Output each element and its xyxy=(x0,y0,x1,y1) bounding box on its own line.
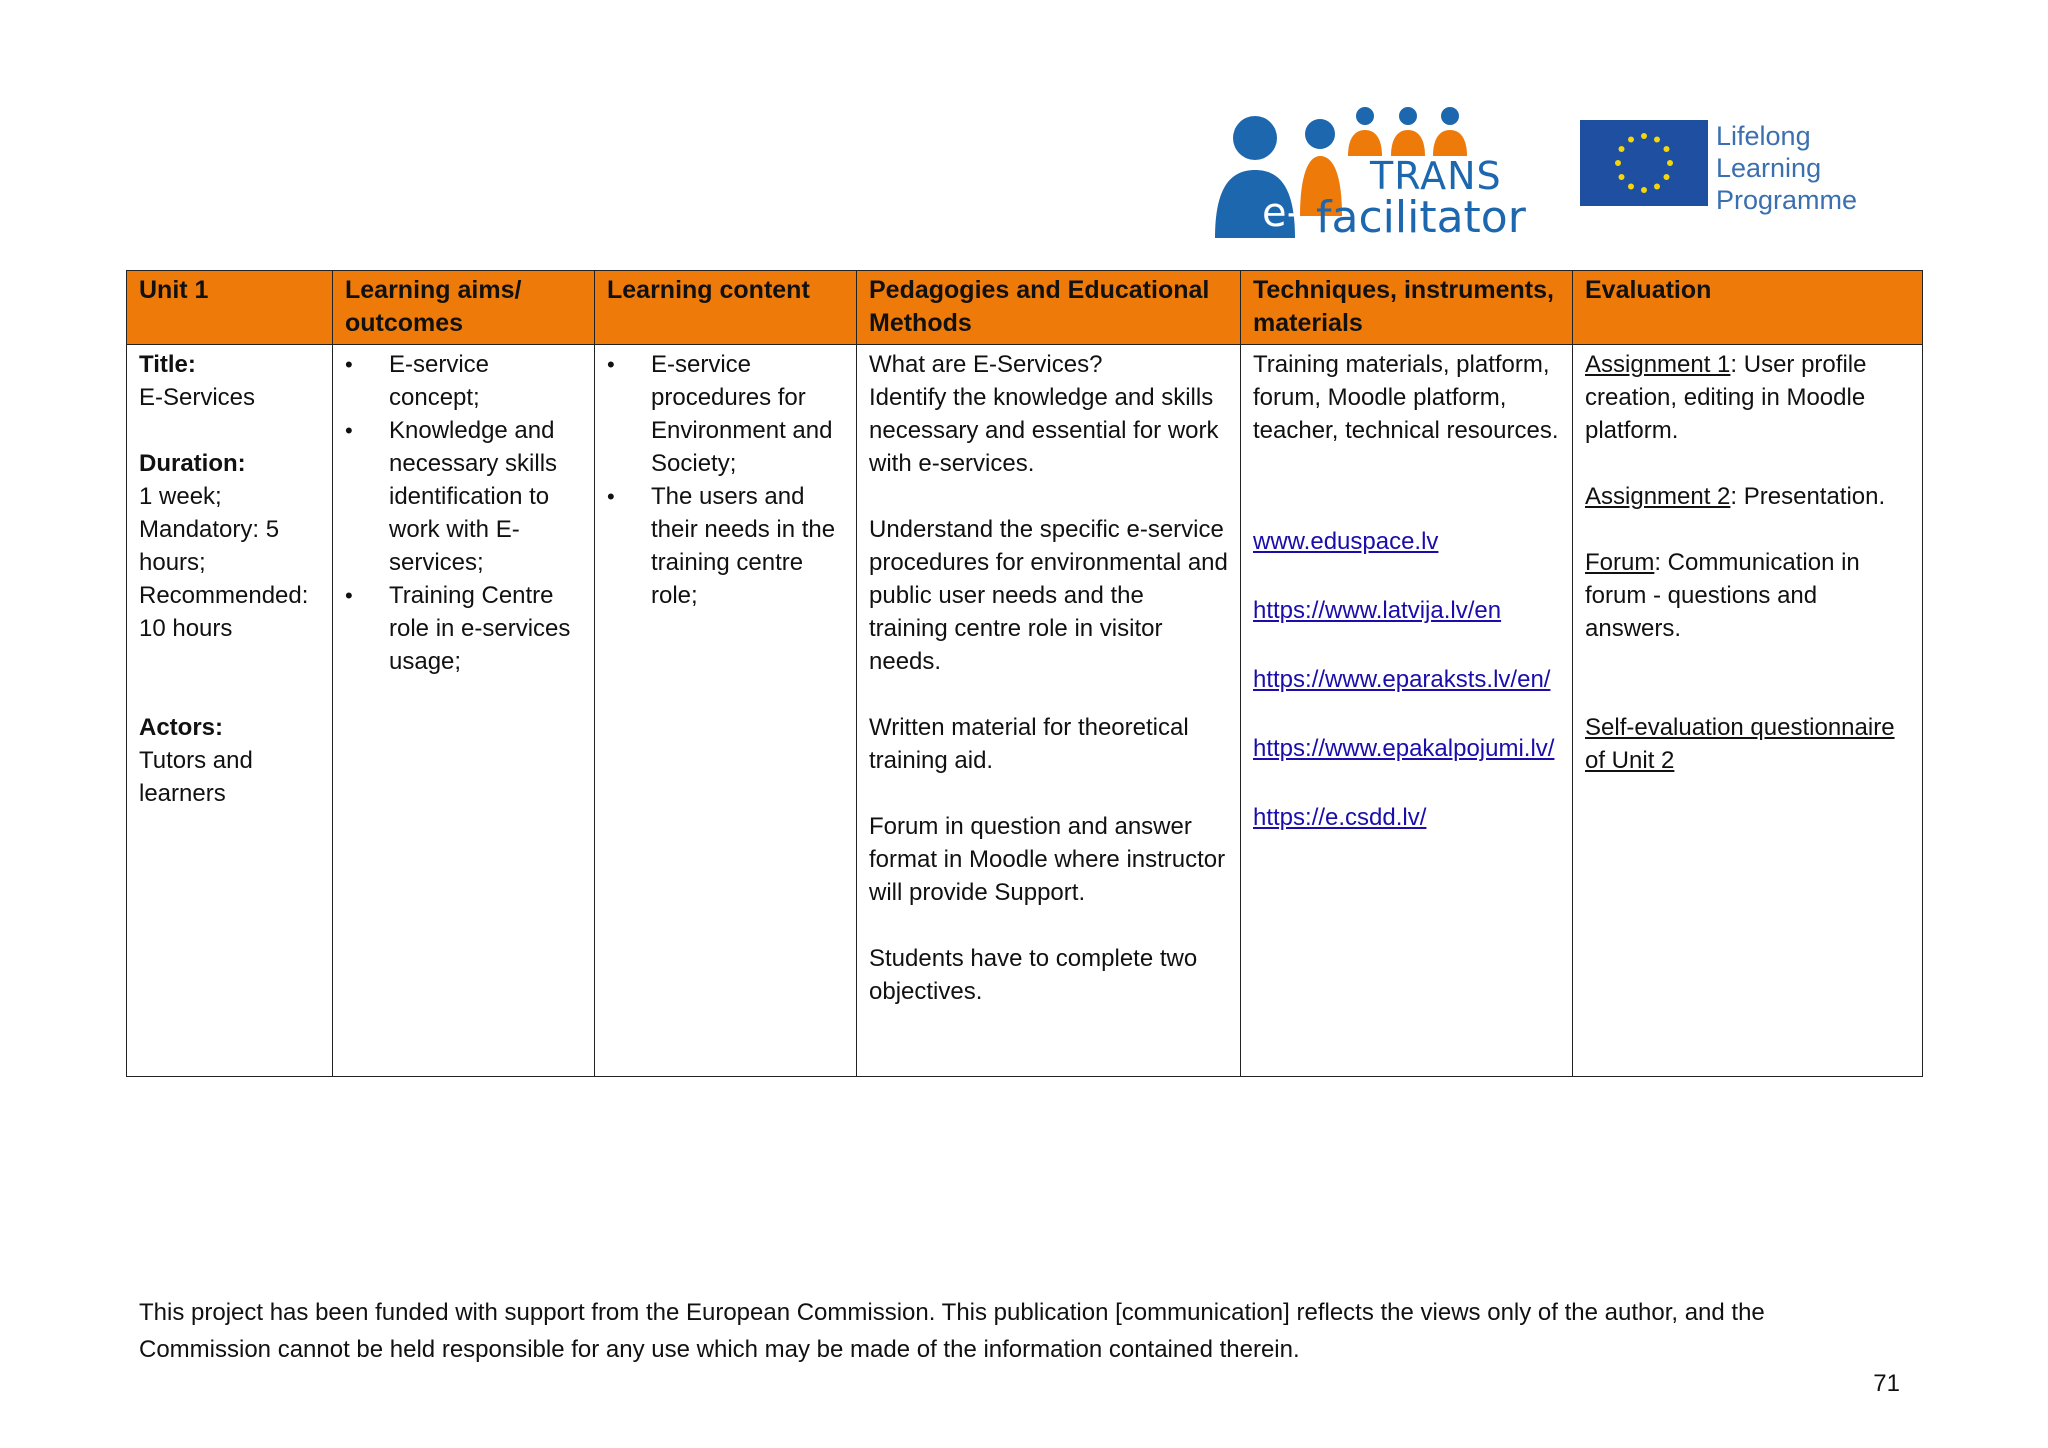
aims-list xyxy=(345,348,582,678)
table-header-row xyxy=(127,271,1923,345)
assignment-2-text: : Presentation. xyxy=(1730,483,1886,510)
eu-line-2: Learning xyxy=(1716,153,1822,183)
learning-content-cell xyxy=(595,345,857,1077)
eu-line-3: Programme xyxy=(1716,185,1858,215)
eu-line-1: Lifelong xyxy=(1716,121,1811,151)
learning-aims-cell xyxy=(333,345,595,1077)
title-label: Title: xyxy=(139,351,196,378)
link-epakalpojumi[interactable]: https://www.epakalpojumi.lv/ xyxy=(1253,735,1555,762)
list-item: • The users and their needs in the training centre role; xyxy=(651,480,844,612)
pedagogy-p1: What are E-Services? xyxy=(869,351,1103,378)
list-item: • E-service procedures for Environment and Society; xyxy=(651,348,844,480)
pedagogy-p2: Identify the knowledge and skills necessary and essential for work with e-services. xyxy=(869,384,1219,477)
trans-logo-word: TRANS xyxy=(1370,154,1502,198)
list-item: • Knowledge and necessary skills identification to work with E-services; xyxy=(389,414,582,579)
duration-label: Duration: xyxy=(139,450,246,477)
list-item: • E-service concept; xyxy=(389,348,582,414)
actors-value: Tutors and learners xyxy=(139,747,253,807)
assignment-1-text: : User profile creation, editing in Moodle platform. xyxy=(1585,351,1867,444)
pedagogy-p5: Forum in question and answer format in Moodle where instructor will provide Support. xyxy=(869,813,1226,906)
forum-item xyxy=(1585,546,1910,645)
pedagogy-p4: Written material for theoretical training aid. xyxy=(869,714,1189,774)
duration-line-2: Mandatory: 5 hours; xyxy=(139,516,280,576)
title-value: E-Services xyxy=(139,384,256,411)
list-item: • Training Centre role in e-services usage; xyxy=(389,579,582,678)
assignment-1 xyxy=(1585,348,1910,447)
resource-links xyxy=(1253,525,1560,834)
trans-logo-facilitator: facilitator xyxy=(1316,192,1526,243)
trans-e-facilitator-logo xyxy=(1210,98,1526,248)
unit-info-cell xyxy=(127,345,333,1077)
link-eduspace[interactable]: www.eduspace.lv xyxy=(1253,528,1439,555)
evaluation-cell xyxy=(1573,345,1923,1077)
techniques-cell xyxy=(1241,345,1573,1077)
pedagogy-p6: Students have to complete two objectives. xyxy=(869,945,1198,1005)
header-evaluation: Evaluation xyxy=(1573,271,1923,345)
header-unit: Unit 1 xyxy=(127,271,333,345)
funding-disclaimer: This project has been funded with support from the European Commission. This publication [communication] reflects the views only of the author, and the Commission cannot be held responsible for any use which may be made of the information contained therein. xyxy=(139,1299,1765,1363)
assignment-2 xyxy=(1585,480,1910,513)
techniques-materials: Training materials, platform, forum, Moodle platform, teacher, technical resources. xyxy=(1253,351,1559,444)
link-latvija[interactable]: https://www.latvija.lv/en xyxy=(1253,597,1502,624)
lifelong-learning-text xyxy=(1716,120,1857,216)
header-logos xyxy=(1210,98,1890,248)
table-row xyxy=(127,345,1923,1077)
actors-label: Actors: xyxy=(139,714,224,741)
self-evaluation-link: Self-evaluation questionnaire of Unit 2 xyxy=(1585,714,1895,774)
content-list xyxy=(607,348,844,612)
pedagogy-p3: Understand the specific e-service procedures for environmental and public user needs and the training centre role in visitor needs. xyxy=(869,516,1228,675)
duration-line-1: 1 week; xyxy=(139,483,222,510)
header-pedagogies: Pedagogies and Educational Methods xyxy=(857,271,1241,345)
duration-line-3: Recommended: 10 hours xyxy=(139,582,309,642)
link-csdd[interactable]: https://e.csdd.lv/ xyxy=(1253,804,1427,831)
lifelong-learning-logo xyxy=(1580,120,1900,215)
assignment-2-label: Assignment 2 xyxy=(1585,483,1731,510)
unit-table xyxy=(126,270,1923,1077)
link-eparaksts[interactable]: https://www.eparaksts.lv/en/ xyxy=(1253,666,1551,693)
trans-logo-e: e- xyxy=(1262,190,1302,236)
assignment-1-label: Assignment 1 xyxy=(1585,351,1731,378)
header-techniques: Techniques, instruments, materials xyxy=(1241,271,1573,345)
page-number: 71 xyxy=(1873,1370,1900,1397)
eu-flag-icon xyxy=(1580,120,1708,206)
pedagogies-cell xyxy=(857,345,1241,1077)
forum-text: : Communication in forum - questions and answers. xyxy=(1585,549,1860,642)
forum-label: Forum xyxy=(1585,549,1655,576)
header-learning-aims: Learning aims/ outcomes xyxy=(333,271,595,345)
header-learning-content: Learning content xyxy=(595,271,857,345)
